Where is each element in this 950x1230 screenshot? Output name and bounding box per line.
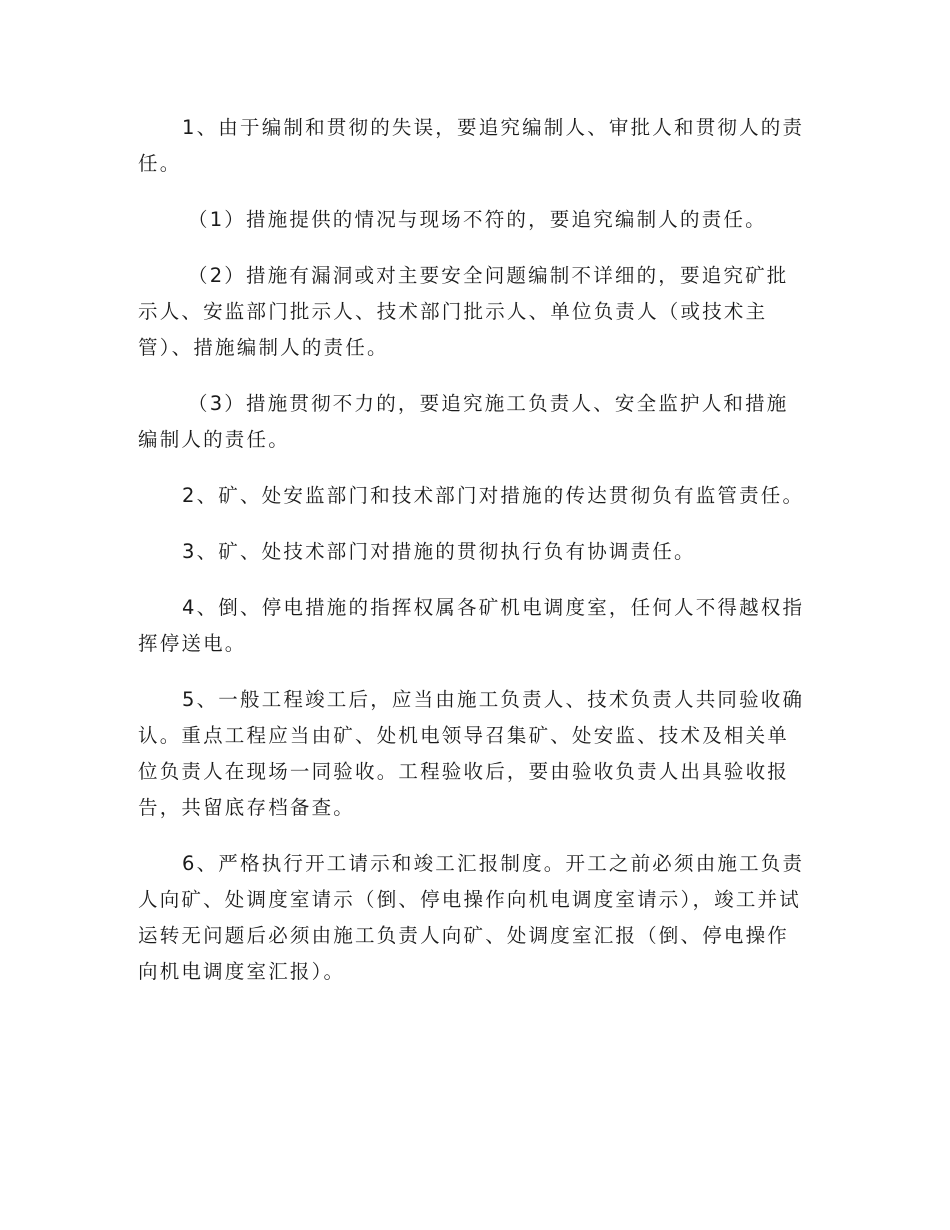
paragraph-5: 5、一般工程竣工后，应当由施工负责人、技术负责人共同验收确认。重点工程应当由矿、处机电领导召集矿、处安监、技术及相关单位负责人在现场一同验收。工程验收后，要由验收负责人出具验收报告，共留底存档备查。 [138, 688, 805, 819]
paragraph-3: 3、矿、处技术部门对措施的贯彻执行负有协调责任。 [182, 540, 696, 563]
paragraph-4: 4、倒、停电措施的指挥权属各矿机电调度室，任何人不得越权指挥停送电。 [138, 596, 805, 655]
document-body [138, 110, 806, 1010]
paragraph-1-sub-3: （3）措施贯彻不力的，要追究施工负责人、安全监护人和措施编制人的责任。 [138, 392, 789, 451]
paragraph-2: 2、矿、处安监部门和技术部门对措施的传达贯彻负有监管责任。 [182, 484, 805, 507]
paragraph-1-sub-2: （2）措施有漏洞或对主要安全问题编制不详细的，要追究矿批示人、安监部门批示人、技术部门批示人、单位负责人（或技术主管）、措施编制人的责任。 [138, 264, 789, 359]
paragraph-6: 6、严格执行开工请示和竣工汇报制度。开工之前必须由施工负责人向矿、处调度室请示（倒、停电操作向机电调度室请示），竣工并试运转无问题后必须由施工负责人向矿、处调度室汇报（倒、停电操作向机电调度室汇报）。 [138, 852, 805, 983]
paragraph-1: 1、由于编制和贯彻的失误，要追究编制人、审批人和贯彻人的责任。 [138, 116, 805, 175]
paragraph-1-sub-1: （1）措施提供的情况与现场不符的，要追究编制人的责任。 [188, 208, 767, 231]
